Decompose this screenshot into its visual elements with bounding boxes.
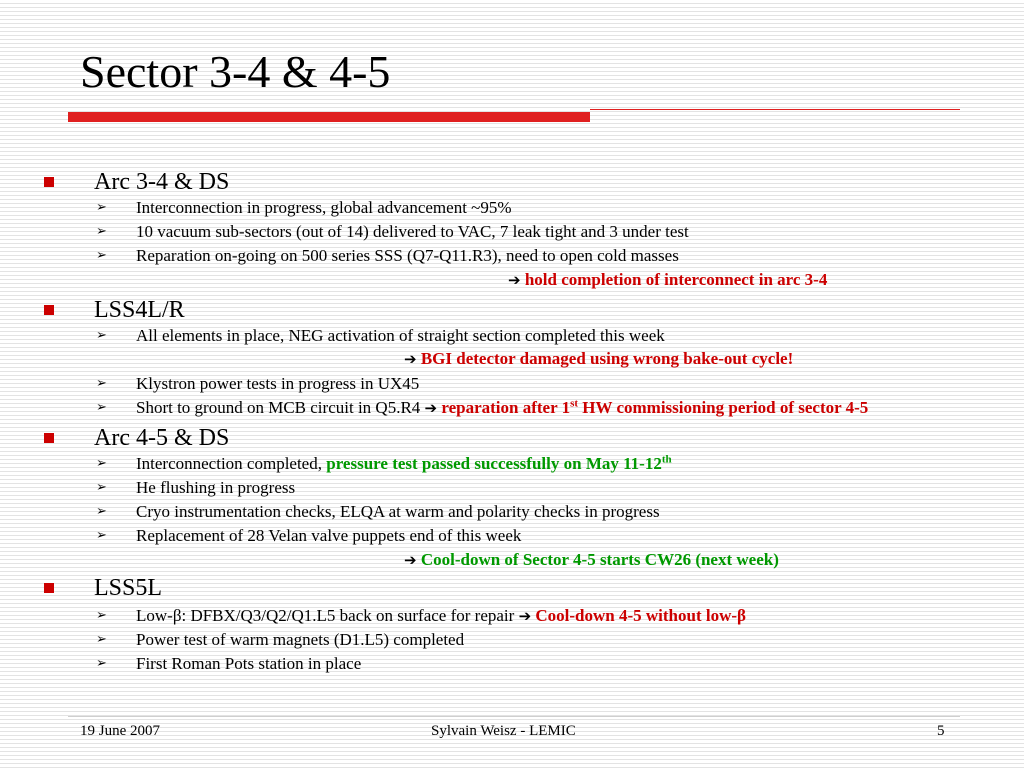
highlight-text: pressure test passed successfully on May 11-12th [326, 453, 672, 473]
highlight-text: hold completion of interconnect in arc 3-4 [524, 270, 828, 289]
footer-divider [68, 716, 960, 717]
footer-author: Sylvain Weisz - LEMIC [431, 723, 576, 739]
right-arrow-icon: ➔ [404, 551, 417, 569]
red-square-bullet-icon [44, 177, 54, 187]
chevron-bullet-icon: ➢ [96, 400, 107, 415]
slide-title: Sector 3-4 & 4-5 [80, 46, 391, 97]
chevron-bullet-icon: ➢ [96, 608, 107, 623]
conclusion-line [404, 349, 793, 369]
chevron-bullet-icon: ➢ [96, 328, 107, 343]
chevron-bullet-icon: ➢ [96, 200, 107, 215]
red-square-bullet-icon [44, 583, 54, 593]
right-arrow-icon: ➔ [424, 399, 438, 417]
highlight-text: Cool-down 4-5 without low-β [535, 606, 746, 625]
red-square-bullet-icon [44, 305, 54, 315]
conclusion-line [508, 270, 827, 290]
highlight-text: BGI detector damaged using wrong bake-out cycle! [420, 349, 794, 368]
chevron-bullet-icon: ➢ [96, 632, 107, 647]
conclusion-line [404, 550, 779, 570]
highlight-text: Cool-down of Sector 4-5 starts CW26 (next week) [420, 550, 779, 569]
chevron-bullet-icon: ➢ [96, 480, 107, 495]
chevron-bullet-icon: ➢ [96, 248, 107, 263]
chevron-bullet-icon: ➢ [96, 224, 107, 239]
right-arrow-icon: ➔ [518, 607, 532, 625]
chevron-bullet-icon: ➢ [96, 656, 107, 671]
chevron-bullet-icon: ➢ [96, 528, 107, 543]
chevron-bullet-icon: ➢ [96, 504, 107, 519]
red-square-bullet-icon [44, 433, 54, 443]
chevron-bullet-icon: ➢ [96, 376, 107, 391]
right-arrow-icon: ➔ [404, 350, 417, 368]
chevron-bullet-icon: ➢ [96, 456, 107, 471]
slide-body: Arc 3-4 & DS ➢ Interconnection in progress, global advancement ~95% ➢ 10 vacuum sub-sectors (out of 14) delivered to VAC, 7 leak tight and 3 under test ➢ Reparation on-going on 500 series SSS (Q7-Q11.R3), need to open cold masses ➔ hold completion of interconnect in arc 3-4 LSS4L/R ➢ All elements in place, NEG activation of straight section completed this week ➔ BGI detector damaged using wrong bake-out cycle! ➢ Klystron power tests in progress in UX45 ➢ Short to ground on MCB circuit in Q5.R4 ➔ reparation after 1st HW commissioning period of sector 4-5 Arc 4-5 & DS ➢ Interconnection completed, pressure test passed successfully on May 11-12th ➢ He flushing in progress ➢ Cryo instrumentation checks, ELQA at warm and polarity checks in progress ➢ Replacement of 28 Velan valve puppets end of this week ➔ Cool-down of Sector 4-5 starts CW26 (next week) LSS5L ➢ Low-β: DFBX/Q3/Q2/Q1.L5 back on surface for repair ➔ Cool-down 4-5 without low-β ➢ Power test of warm magnets (D1.L5) completed ➢ First Roman Pots station in place [0, 0, 1024, 700]
right-arrow-icon: ➔ [508, 271, 521, 289]
highlight-text: reparation after 1st HW commissioning period of sector 4-5 [441, 397, 869, 417]
footer-date: 19 June 2007 [80, 723, 160, 739]
page-number: 5 [937, 723, 945, 739]
